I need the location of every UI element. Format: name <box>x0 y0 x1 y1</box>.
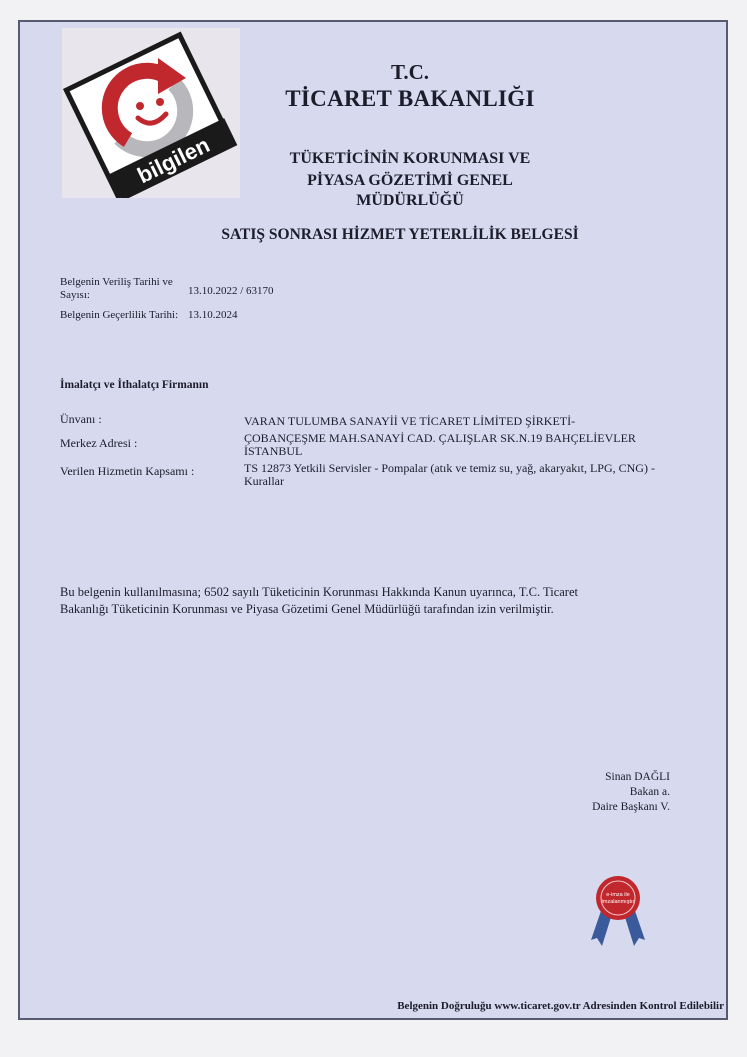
validity-date-value: 13.10.2024 <box>188 309 238 321</box>
e-signature-seal <box>588 874 648 950</box>
signatory-title: Daire Başkanı V. <box>592 801 670 813</box>
seal-text-2: imzalanmıştır <box>601 899 635 905</box>
directorate-line-3: MÜDÜRLÜĞÜ <box>356 192 464 209</box>
authorization-paragraph <box>60 584 680 618</box>
verification-footer: Belgenin Doğruluğu www.ticaret.gov.tr Adresinden Kontrol Edilebilir <box>397 1000 724 1012</box>
address-line-2: İSTANBUL <box>244 444 303 458</box>
firm-title-value: VARAN TULUMBA SANAYİİ VE TİCARET LİMİTED ŞİRKETİ- <box>244 414 576 428</box>
authorization-line-2: Bakanlığı Tüketicinin Korunması ve Piyasa Gözetimi Genel Müdürlüğü tarafından izin verilmiştir. <box>60 602 554 616</box>
tc-heading: T.C. <box>390 60 430 84</box>
address-line-1: ÇOBANÇEŞME MAH.SANAYİ CAD. ÇALIŞLAR SK.N.19 BAHÇELİEVLER <box>244 431 636 445</box>
certificate-title: SATIŞ SONRASI HİZMET YETERLİLİK BELGESİ <box>221 226 579 243</box>
signatory-name: Sinan DAĞLI <box>605 771 670 783</box>
directorate-line-1: TÜKETİCİNİN KORUNMASI VE <box>289 150 531 167</box>
signature-block <box>540 770 670 815</box>
address-label: Merkez Adresi : <box>60 436 138 450</box>
directorate-line-2: PİYASA GÖZETİMİ GENEL <box>307 172 513 189</box>
scope-line-1: TS 12873 Yetkili Servisler - Pompalar (atık ve temiz su, yağ, akaryakıt, LPG, CNG) - <box>244 461 655 475</box>
issue-date-value: 13.10.2022 / 63170 <box>188 285 274 297</box>
firm-title-label: Ünvanı : <box>60 412 102 426</box>
seal-text-1: e-imza ile <box>606 892 630 898</box>
logo-text: bilgilen <box>133 131 214 189</box>
issue-date-label-line2: Sayısı: <box>60 289 90 301</box>
scope-line-2: Kurallar <box>244 474 284 488</box>
signatory-line-2: Bakan a. <box>629 786 670 798</box>
scope-label: Verilen Hizmetin Kapsamı : <box>60 464 195 478</box>
validity-date-label: Belgenin Geçerlilik Tarihi: <box>60 309 179 321</box>
address-value <box>244 432 684 458</box>
firm-section-title: İmalatçı ve İthalatçı Firmanın <box>60 379 209 391</box>
seal-icon <box>588 874 648 950</box>
ministry-heading: TİCARET BAKANLIĞI <box>285 86 535 111</box>
authorization-line-1: Bu belgenin kullanılmasına; 6502 sayılı Tüketicinin Korunması Hakkında Kanun uyarınca, T.C. Ticaret <box>60 585 578 599</box>
issue-date-label-line1: Belgenin Veriliş Tarihi ve <box>60 276 173 288</box>
certificate-page <box>18 20 728 1020</box>
scope-value <box>244 462 684 488</box>
